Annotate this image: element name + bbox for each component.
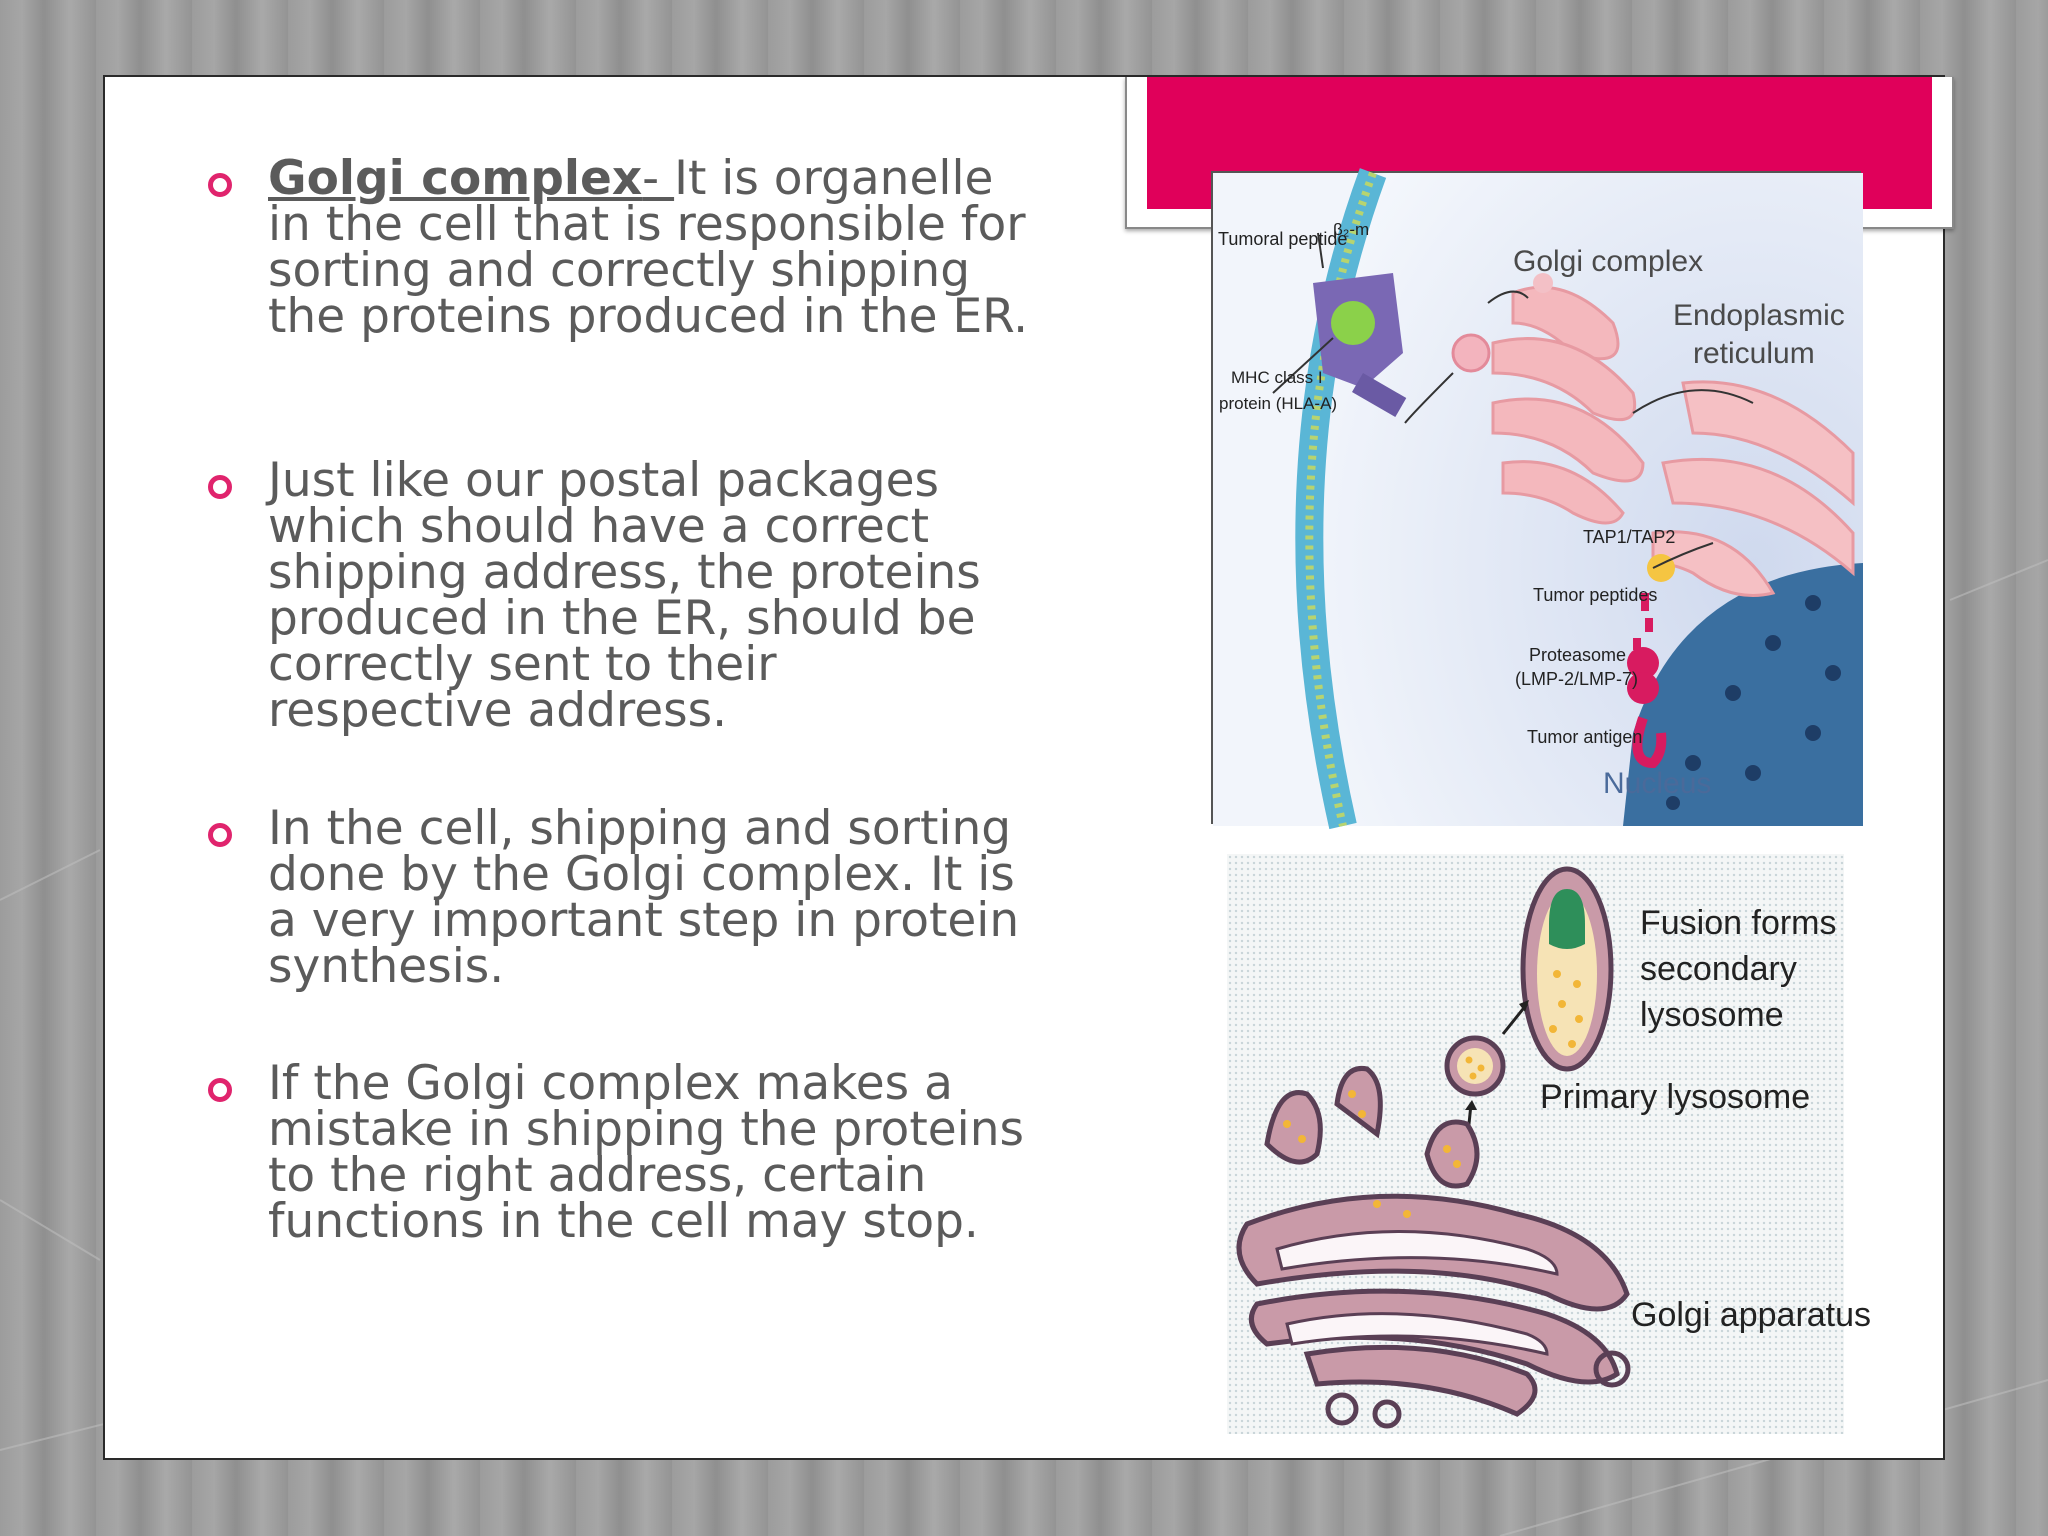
label-nucleus: Nucleus [1603,767,1712,800]
label-mhc-2: protein (HLA-A) [1219,394,1338,413]
label-golgi-apparatus: Golgi apparatus [1631,1296,1872,1334]
label-er-1: Endoplasmic [1673,299,1845,332]
golgi-term: Golgi complex [268,151,643,206]
golgi-lysosome-figure [1227,854,1872,1434]
bullet-shipping-sorting [204,801,1034,994]
bullet-marker-icon [208,823,232,847]
label-proteasome-1: Proteasome [1529,645,1627,665]
label-tumoral-peptide: Tumoral peptide [1218,229,1348,249]
label-b2m: β₂-m [1333,220,1370,239]
bullet-text: Just like our postal packages which should have a correct shipping address, the proteins produced in the ER, should be correctly sent to their respective address. [268,453,981,738]
label-tumor-antigen: Tumor antigen [1527,727,1643,747]
term-dash: - [642,151,675,206]
bullet-marker-icon [208,475,232,499]
label-mhc-1: MHC class I [1231,368,1323,387]
tap-transporter [1647,554,1675,582]
bullet-marker-icon [208,173,232,197]
bullet-text: In the cell, shipping and sorting done by the Golgi complex. It is a very important step in protein synthesis. [268,801,1020,994]
golgi-lysosome-diagram [1227,854,1872,1434]
label-fusion-1: Fusion forms [1640,904,1837,942]
antigen-presentation-diagram [1213,173,1863,826]
label-fusion-2: secondary [1640,950,1797,988]
bullet-text: It is organelle in the cell that is responsible for sorting and correctly shipping the proteins produced in the ER. [268,151,1029,344]
bullet-golgi-mistake [204,1056,1034,1249]
bullet-postal-analogy [204,453,1034,738]
label-proteasome-2: (LMP-2/LMP-7) [1515,669,1639,689]
bullet-marker-icon [208,1078,232,1102]
label-fusion-3: lysosome [1640,996,1784,1034]
bullet-text: If the Golgi complex makes a mistake in shipping the proteins to the right address, certain functions in the cell may stop. [268,1056,1024,1249]
label-tumor-peptides: Tumor peptides [1533,585,1658,605]
label-er-2: reticulum [1693,337,1815,370]
antigen-presentation-figure [1211,171,1861,824]
label-primary-lysosome: Primary lysosome [1540,1078,1811,1116]
label-tap: TAP1/TAP2 [1583,527,1676,547]
label-golgi-complex: Golgi complex [1513,245,1704,278]
bullet-golgi-definition [204,151,1034,344]
